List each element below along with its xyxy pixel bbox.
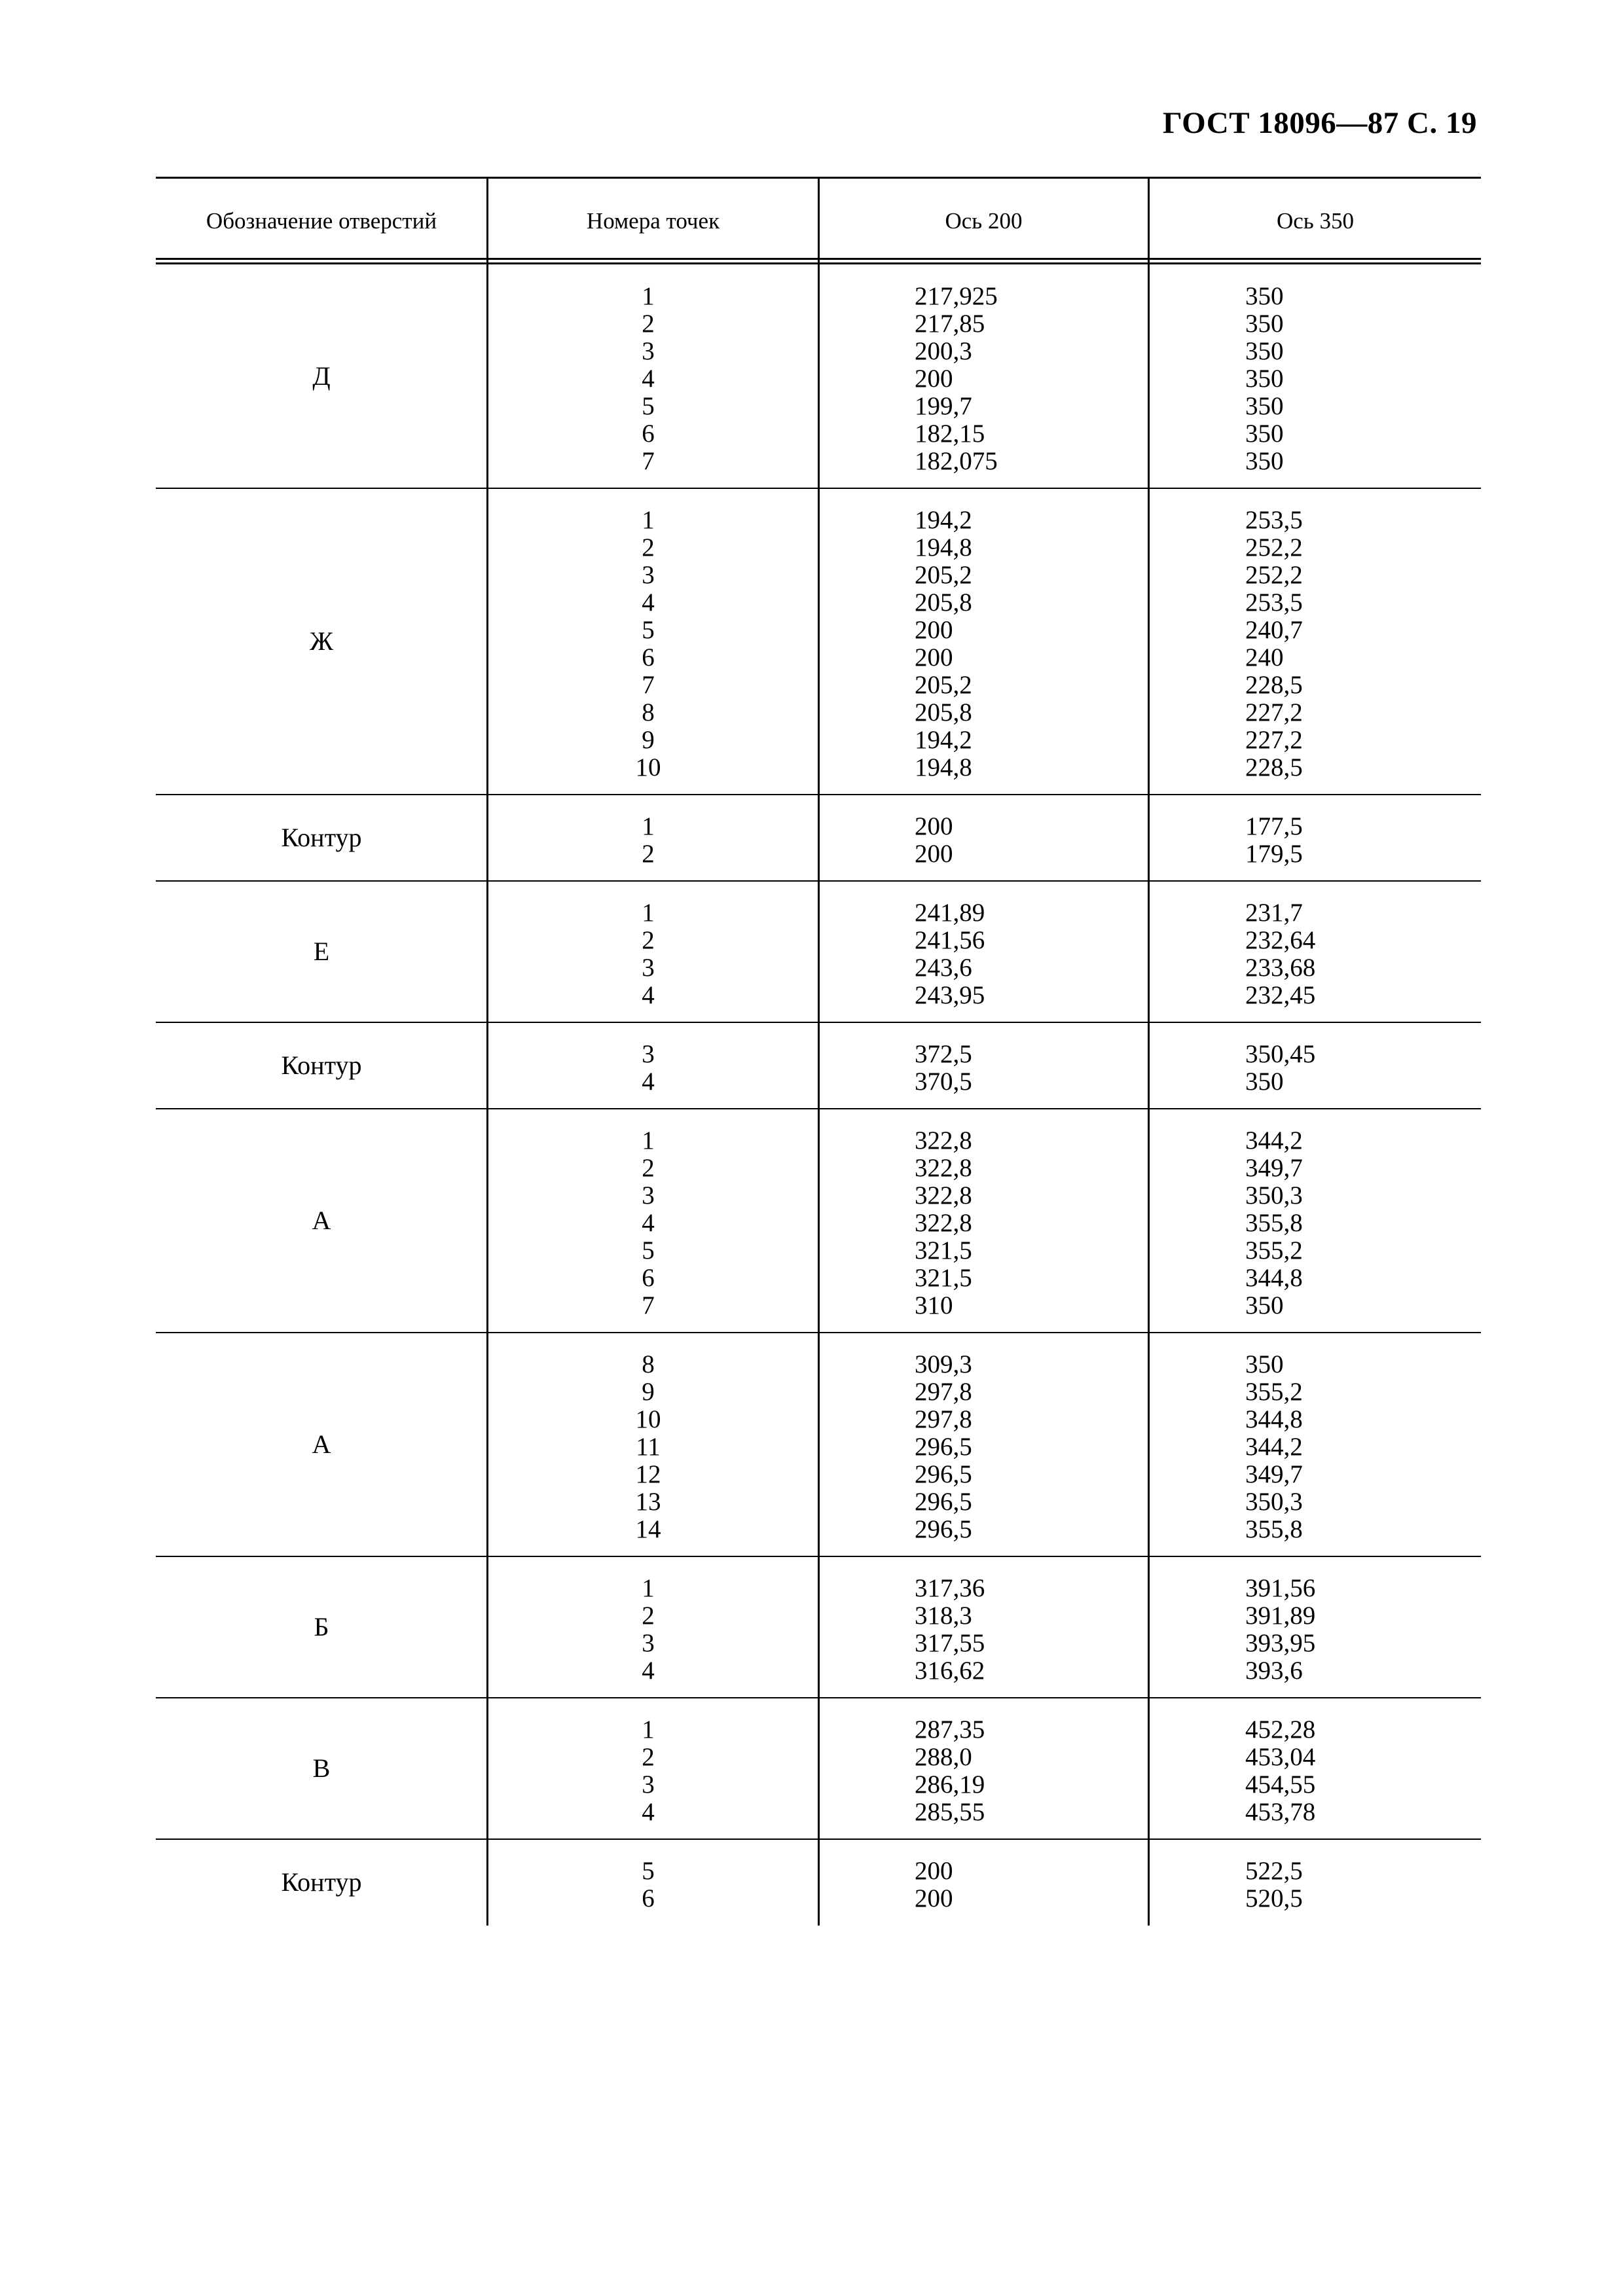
axis-350-column <box>1245 507 1442 781</box>
hole-designation-label: В <box>312 1753 331 1783</box>
point-number: 3 <box>642 954 655 982</box>
hole-designation-label: Контур <box>281 1050 362 1080</box>
point-number: 5 <box>642 1857 655 1885</box>
header-axis-350: Ось 350 <box>1276 208 1355 234</box>
point-number: 11 <box>636 1433 661 1461</box>
row-separator <box>156 1839 1481 1840</box>
column-divider-3 <box>1148 177 1150 1926</box>
point-number: 3 <box>642 1040 655 1068</box>
column-divider-2 <box>818 177 820 1926</box>
axis-200-column <box>915 1041 1111 1096</box>
axis-350-value: 350 <box>1245 1350 1284 1378</box>
axis-200-value: 205,2 <box>915 671 972 699</box>
point-numbers-column <box>583 507 714 781</box>
axis-200-value: 286,19 <box>915 1770 985 1799</box>
row-separator <box>156 1697 1481 1698</box>
axis-350-column <box>1245 1857 1442 1912</box>
row-separator <box>156 794 1481 795</box>
point-number: 13 <box>635 1488 661 1516</box>
point-number: 3 <box>642 337 655 365</box>
point-number: 14 <box>635 1515 661 1543</box>
axis-350-value: 350 <box>1245 420 1284 448</box>
axis-200-value: 372,5 <box>915 1040 972 1068</box>
point-number: 10 <box>635 753 661 781</box>
point-number: 1 <box>642 1715 655 1744</box>
point-number: 3 <box>642 1181 655 1210</box>
axis-200-value: 194,2 <box>915 726 972 754</box>
axis-200-value: 182,075 <box>915 447 998 475</box>
point-number: 6 <box>642 1884 655 1912</box>
axis-350-value: 228,5 <box>1245 753 1303 781</box>
axis-200-value: 322,8 <box>915 1181 972 1210</box>
axis-200-value: 310 <box>915 1291 953 1319</box>
point-number: 8 <box>642 698 655 726</box>
point-number: 1 <box>642 506 655 534</box>
axis-200-column <box>915 1857 1111 1912</box>
axis-200-value: 288,0 <box>915 1743 972 1771</box>
hole-designation-label: Е <box>313 937 330 966</box>
axis-350-value: 453,04 <box>1245 1743 1316 1771</box>
axis-200-value: 205,8 <box>915 588 972 617</box>
row-separator <box>156 880 1481 882</box>
axis-350-value: 350 <box>1245 337 1284 365</box>
axis-200-column <box>915 507 1111 781</box>
axis-350-value: 350 <box>1245 392 1284 420</box>
axis-200-value: 297,8 <box>915 1378 972 1406</box>
axis-350-value: 240,7 <box>1245 616 1303 644</box>
point-number: 5 <box>642 392 655 420</box>
point-number: 4 <box>642 1067 655 1096</box>
axis-200-value: 200 <box>915 616 953 644</box>
axis-200-value: 287,35 <box>915 1715 985 1744</box>
axis-200-value: 317,55 <box>915 1629 985 1657</box>
axis-200-value: 217,925 <box>915 282 998 310</box>
axis-200-value: 309,3 <box>915 1350 972 1378</box>
point-number: 4 <box>642 1798 655 1826</box>
point-number: 4 <box>642 1657 655 1685</box>
point-number: 7 <box>642 447 655 475</box>
axis-350-value: 522,5 <box>1245 1857 1303 1885</box>
point-number: 9 <box>642 726 655 754</box>
axis-350-column <box>1245 1041 1442 1096</box>
point-numbers-column <box>583 1857 714 1912</box>
row-separator <box>156 1022 1481 1023</box>
row-separator <box>156 1332 1481 1333</box>
hole-designation-label: Ж <box>310 626 333 656</box>
axis-200-value: 321,5 <box>915 1264 972 1292</box>
point-number: 3 <box>642 561 655 589</box>
point-number: 6 <box>642 420 655 448</box>
axis-350-value: 252,2 <box>1245 561 1303 589</box>
point-number: 1 <box>642 1126 655 1155</box>
axis-350-column <box>1245 1351 1442 1543</box>
axis-350-value: 253,5 <box>1245 506 1303 534</box>
axis-350-value: 179,5 <box>1245 840 1303 868</box>
axis-200-value: 200 <box>915 365 953 393</box>
axis-200-column <box>915 1716 1111 1826</box>
axis-350-value: 227,2 <box>1245 726 1303 754</box>
axis-350-value: 253,5 <box>1245 588 1303 617</box>
axis-350-value: 355,8 <box>1245 1209 1303 1237</box>
point-number: 1 <box>642 899 655 927</box>
axis-350-value: 393,6 <box>1245 1657 1303 1685</box>
point-numbers-column <box>583 1127 714 1319</box>
point-number: 4 <box>642 981 655 1009</box>
column-divider-1 <box>486 177 488 1926</box>
point-number: 5 <box>642 1236 655 1265</box>
point-number: 9 <box>642 1378 655 1406</box>
axis-200-value: 296,5 <box>915 1433 972 1461</box>
axis-200-value: 217,85 <box>915 310 985 338</box>
axis-200-value: 194,8 <box>915 533 972 562</box>
point-number: 12 <box>635 1460 661 1488</box>
axis-200-value: 205,8 <box>915 698 972 726</box>
axis-200-value: 322,8 <box>915 1154 972 1182</box>
axis-350-value: 350 <box>1245 310 1284 338</box>
axis-200-value: 322,8 <box>915 1209 972 1237</box>
header-hole-designation: Обозначение отверстий <box>206 208 437 234</box>
axis-350-value: 393,95 <box>1245 1629 1316 1657</box>
axis-200-value: 296,5 <box>915 1515 972 1543</box>
axis-350-value: 350 <box>1245 1067 1284 1096</box>
axis-200-column <box>915 1127 1111 1319</box>
point-number: 2 <box>642 1154 655 1182</box>
axis-350-value: 232,45 <box>1245 981 1316 1009</box>
point-number: 3 <box>642 1629 655 1657</box>
axis-350-value: 228,5 <box>1245 671 1303 699</box>
axis-350-value: 350 <box>1245 1291 1284 1319</box>
axis-200-value: 194,2 <box>915 506 972 534</box>
point-numbers-column <box>583 1041 714 1096</box>
point-numbers-column <box>583 899 714 1009</box>
axis-200-value: 200 <box>915 643 953 672</box>
point-number: 7 <box>642 1291 655 1319</box>
axis-350-value: 252,2 <box>1245 533 1303 562</box>
point-numbers-column <box>583 1716 714 1826</box>
axis-200-value: 200,3 <box>915 337 972 365</box>
axis-350-value: 350 <box>1245 365 1284 393</box>
axis-350-value: 391,89 <box>1245 1602 1316 1630</box>
point-number: 2 <box>642 533 655 562</box>
axis-200-value: 318,3 <box>915 1602 972 1630</box>
axis-350-value: 240 <box>1245 643 1284 672</box>
point-number: 6 <box>642 643 655 672</box>
axis-200-value: 200 <box>915 840 953 868</box>
axis-350-column <box>1245 1575 1442 1685</box>
axis-350-value: 350 <box>1245 447 1284 475</box>
axis-200-value: 296,5 <box>915 1460 972 1488</box>
axis-350-value: 350 <box>1245 282 1284 310</box>
axis-350-value: 344,2 <box>1245 1433 1303 1461</box>
hole-designation-label: А <box>312 1429 331 1459</box>
point-number: 1 <box>642 812 655 840</box>
axis-350-value: 391,56 <box>1245 1574 1316 1602</box>
axis-200-column <box>915 283 1111 475</box>
axis-200-value: 182,15 <box>915 420 985 448</box>
axis-200-value: 200 <box>915 1884 953 1912</box>
point-number: 10 <box>635 1405 661 1433</box>
point-number: 6 <box>642 1264 655 1292</box>
point-number: 2 <box>642 1743 655 1771</box>
axis-200-value: 243,95 <box>915 981 985 1009</box>
axis-350-column <box>1245 283 1442 475</box>
row-separator <box>156 1108 1481 1109</box>
axis-350-value: 349,7 <box>1245 1460 1303 1488</box>
axis-350-value: 344,2 <box>1245 1126 1303 1155</box>
point-number: 2 <box>642 310 655 338</box>
row-separator <box>156 488 1481 489</box>
point-number: 7 <box>642 671 655 699</box>
axis-350-value: 454,55 <box>1245 1770 1316 1799</box>
axis-200-value: 200 <box>915 1857 953 1885</box>
axis-350-column <box>1245 899 1442 1009</box>
axis-350-value: 452,28 <box>1245 1715 1316 1744</box>
axis-350-value: 520,5 <box>1245 1884 1303 1912</box>
axis-200-value: 241,89 <box>915 899 985 927</box>
point-numbers-column <box>583 283 714 475</box>
header-axis-200: Ось 200 <box>945 208 1023 234</box>
axis-200-value: 370,5 <box>915 1067 972 1096</box>
axis-200-value: 296,5 <box>915 1488 972 1516</box>
running-head: ГОСТ 18096—87 С. 19 <box>1162 106 1477 140</box>
axis-200-value: 241,56 <box>915 926 985 954</box>
axis-350-value: 350,3 <box>1245 1488 1303 1516</box>
axis-350-value: 344,8 <box>1245 1264 1303 1292</box>
axis-200-value: 297,8 <box>915 1405 972 1433</box>
point-number: 4 <box>642 365 655 393</box>
point-number: 2 <box>642 926 655 954</box>
axis-200-value: 321,5 <box>915 1236 972 1265</box>
point-number: 8 <box>642 1350 655 1378</box>
axis-200-value: 199,7 <box>915 392 972 420</box>
axis-350-value: 453,78 <box>1245 1798 1316 1826</box>
axis-350-value: 349,7 <box>1245 1154 1303 1182</box>
axis-350-value: 233,68 <box>1245 954 1316 982</box>
axis-200-column <box>915 1575 1111 1685</box>
axis-350-value: 355,2 <box>1245 1378 1303 1406</box>
point-number: 2 <box>642 1602 655 1630</box>
axis-350-value: 350,3 <box>1245 1181 1303 1210</box>
point-numbers-column <box>583 1575 714 1685</box>
axis-350-value: 355,8 <box>1245 1515 1303 1543</box>
point-numbers-column <box>583 1351 714 1543</box>
axis-200-value: 316,62 <box>915 1657 985 1685</box>
hole-designation-label: Д <box>312 361 331 391</box>
axis-200-value: 243,6 <box>915 954 972 982</box>
axis-200-value: 194,8 <box>915 753 972 781</box>
axis-350-value: 350,45 <box>1245 1040 1316 1068</box>
point-number: 2 <box>642 840 655 868</box>
axis-350-value: 232,64 <box>1245 926 1316 954</box>
row-separator <box>156 1556 1481 1557</box>
point-number: 1 <box>642 282 655 310</box>
axis-350-value: 231,7 <box>1245 899 1303 927</box>
axis-350-column <box>1245 813 1442 868</box>
hole-designation-label: Контур <box>281 823 362 852</box>
point-number: 5 <box>642 616 655 644</box>
point-number: 4 <box>642 1209 655 1237</box>
axis-350-value: 355,2 <box>1245 1236 1303 1265</box>
hole-designation-label: Контур <box>281 1867 362 1897</box>
axis-350-column <box>1245 1716 1442 1826</box>
axis-200-column <box>915 1351 1111 1543</box>
hole-designation-label: Б <box>314 1612 329 1641</box>
axis-200-value: 322,8 <box>915 1126 972 1155</box>
axis-350-value: 177,5 <box>1245 812 1303 840</box>
axis-200-value: 205,2 <box>915 561 972 589</box>
axis-200-value: 317,36 <box>915 1574 985 1602</box>
point-number: 3 <box>642 1770 655 1799</box>
point-number: 1 <box>642 1574 655 1602</box>
point-number: 4 <box>642 588 655 617</box>
axis-350-column <box>1245 1127 1442 1319</box>
axis-200-column <box>915 899 1111 1009</box>
axis-350-value: 227,2 <box>1245 698 1303 726</box>
hole-designation-label: А <box>312 1206 331 1235</box>
axis-350-value: 344,8 <box>1245 1405 1303 1433</box>
point-numbers-column <box>583 813 714 868</box>
header-point-numbers: Номера точек <box>586 208 720 234</box>
axis-200-value: 285,55 <box>915 1798 985 1826</box>
axis-200-value: 200 <box>915 812 953 840</box>
axis-200-column <box>915 813 1111 868</box>
